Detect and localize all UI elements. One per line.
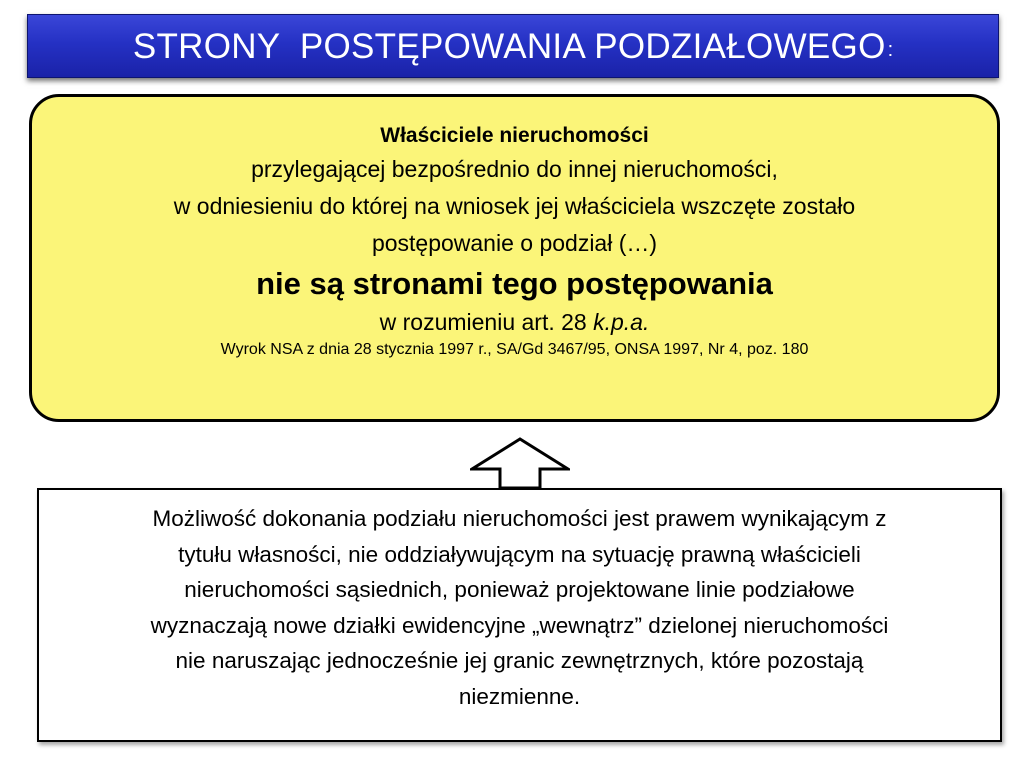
- explanation-line-1: Możliwość dokonania podziału nieruchomości jest prawem wynikającym z: [152, 506, 887, 531]
- ruling-box: [29, 94, 1000, 422]
- ruling-line-3: postępowanie o podział (…): [371, 230, 658, 256]
- ruling-emphasis: nie są stronami tego postępowania: [256, 266, 773, 301]
- slide-title: STRONY POSTĘPOWANIA PODZIAŁOWEGO: [132, 26, 886, 66]
- slide-title-colon: :: [887, 38, 894, 61]
- explanation-box: [37, 488, 1002, 742]
- ruling-line-2: w odniesieniu do której na wniosek jej właściciela wszczęte zostało: [173, 193, 856, 219]
- ruling-kpa-prefix: w rozumieniu art. 28: [379, 309, 594, 335]
- title-bar: [27, 14, 999, 78]
- up-arrow-icon: [470, 437, 570, 489]
- ruling-kpa-abbrev: k.p.a.: [593, 309, 650, 335]
- explanation-line-3: nieruchomości sąsiednich, ponieważ projektowane linie podziałowe: [184, 577, 855, 602]
- ruling-kpa-line: [32, 306, 997, 339]
- ruling-heading: Właściciele nieruchomości: [380, 124, 649, 147]
- ruling-citation: Wyrok NSA z dnia 28 stycznia 1997 r., SA/Gd 3467/95, ONSA 1997, Nr 4, poz. 180: [220, 341, 809, 358]
- ruling-line-1: przylegającej bezpośrednio do innej nieruchomości,: [251, 156, 778, 182]
- explanation-line-6: niezmienne.: [458, 683, 581, 709]
- explanation-line-4: wyznaczają nowe działki ewidencyjne „wewnątrz” dzielonej nieruchomości: [150, 612, 889, 638]
- explanation-line-2: tytułu własności, nie oddziaływującym na sytuację prawną właścicieli: [178, 541, 861, 567]
- explanation-line-5: nie naruszając jednocześnie jej granic zewnętrznych, które pozostają: [175, 648, 864, 673]
